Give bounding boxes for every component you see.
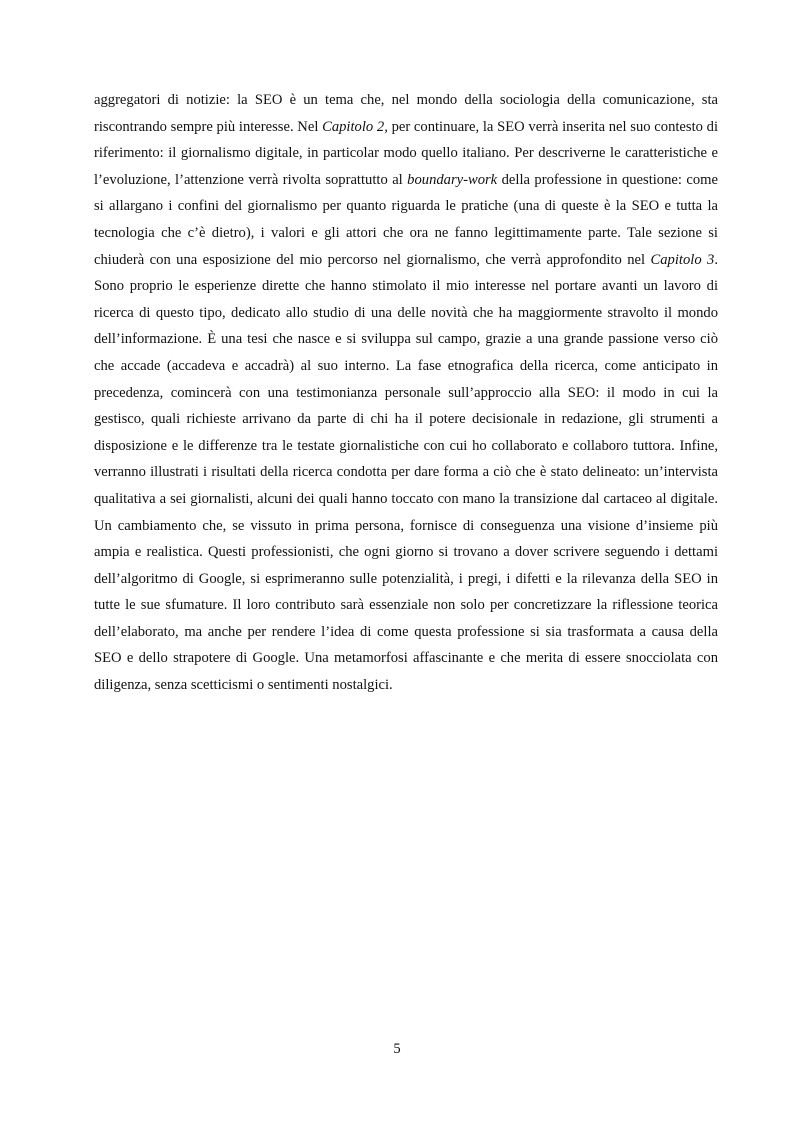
chapter-3-reference: Capitolo 3	[650, 251, 715, 268]
text-segment-1: aggregatori di notizie: la SEO è un tema che, nel mondo della sociologia della comunicazione, sta riscontrando sempre più interesse. Nel	[94, 92, 718, 135]
text-segment-2: , per continuare, la SEO verrà inserita nel suo contesto di riferimento: il giornalismo digitale, in particolar modo quello italiano. Per descriverne le caratteristiche e l’evoluzione, l’attenzione verrà rivolta soprattutto al	[94, 118, 718, 188]
page-number: 5	[393, 1041, 401, 1057]
chapter-2-reference: Capitolo 2	[322, 118, 385, 135]
body-paragraph	[94, 87, 718, 699]
boundary-work-term: boundary-work	[407, 171, 498, 188]
text-segment-3: della professione in questione: come si allargano i confini del giornalismo per quanto riguarda le pratiche (una di queste è la SEO e tutta la tecnologia che c’è dietro), i valori e gli attori che ora ne fanno legittimamente parte. Tale sezione si chiuderà con una esposizione del mio percorso nel giornalismo, che verrà approfondito nel	[94, 171, 718, 268]
text-segment-4: . Sono proprio le esperienze dirette che hanno stimolato il mio interesse nel portare avanti un lavoro di ricerca di questo tipo, dedicato allo studio di una delle novità che ha maggiormente stravolto il mondo dell’informazione. È una tesi che nasce e si sviluppa sul campo, grazie a una grande passione verso ciò che accade (accadeva e accadrà) al suo interno. La fase etnografica della ricerca, come anticipato in precedenza, comincerà con una testimonianza personale sull’approccio alla SEO: il modo in cui la gestisco, quali richieste arrivano da parte di chi ha il potere decisionale in redazione, gli strumenti a disposizione e le differenze tra le testate giornalistiche con cui ho collaborato e collaboro tuttora. Infine, verranno illustrati i risultati della ricerca condotta per dare forma a ciò che è stato delineato: un’intervista qualitativa a sei giornalisti, alcuni dei quali hanno toccato con mano la transizione dal cartaceo al digitale. Un cambiamento che, se vissuto in prima persona, fornisce di conseguenza una visione d’insieme più ampia e realistica. Questi professionisti, che ogni giorno si trovano a dover scrivere seguendo i dettami dell’algoritmo di Google, si esprimeranno sulle potenzialità, i pregi, i difetti e la rilevanza della SEO in tutte le sue sfumature. Il loro contributo sarà essenziale non solo per concretizzare la riflessione teorica dell’elaborato, ma anche per rendere l’idea di come questa professione si sia trasformata a causa della SEO e dello strapotere di Google. Una metamorfosi affascinante e che merita di essere snocciolata con diligenza, senza scetticismi o sentimenti nostalgici.	[94, 251, 719, 694]
